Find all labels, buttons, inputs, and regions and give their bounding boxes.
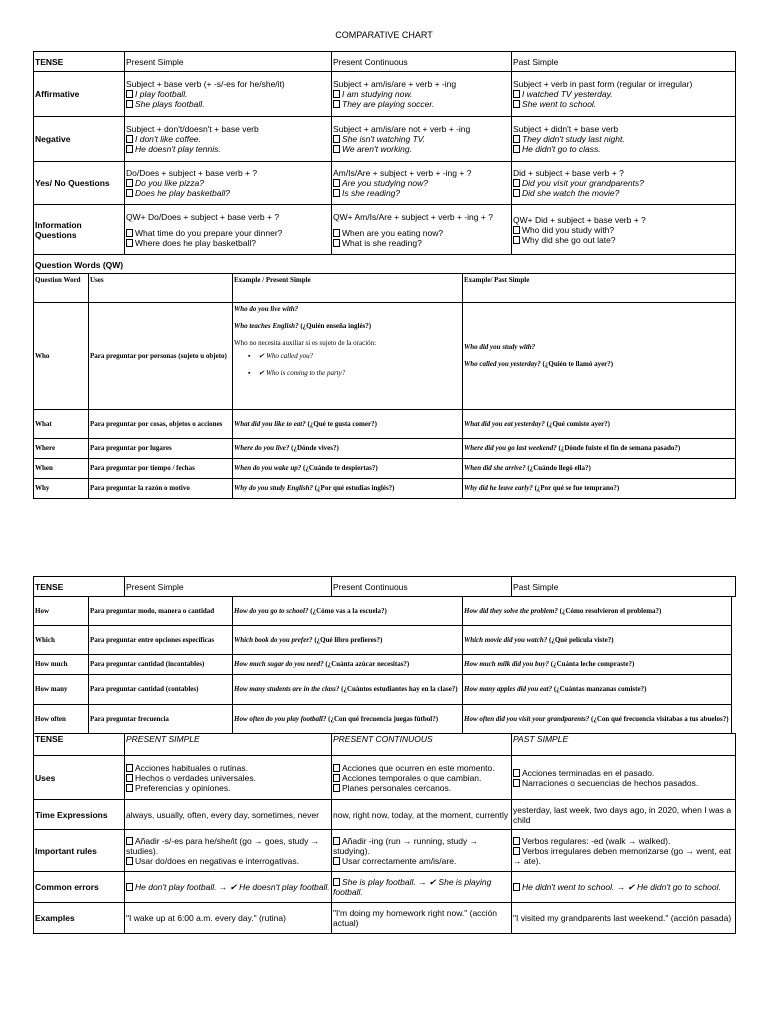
qw-example-past: Why did he leave early? (¿Por qué se fue temprano?)	[463, 479, 736, 499]
qw-use: Para preguntar por personas (sujeto u objeto)	[89, 303, 233, 410]
cell: yesterday, last week, two days ago, in 2020, when I was a child	[512, 800, 736, 830]
table-row	[34, 903, 736, 934]
row-label: Uses	[34, 756, 125, 800]
cell: Am/Is/Are + subject + verb + -ing + ? Are you studying now? Is she reading?	[332, 162, 512, 205]
row-label: Examples	[34, 903, 125, 934]
table-header-row	[34, 734, 736, 756]
cell: Verbos regulares: -ed (walk → walked). Verbos irregulares deben memorizarse (go → went, eat → ate).	[512, 830, 736, 872]
cell: Subject + am/is/are not + verb + -ing She isn't watching TV. We aren't working.	[332, 117, 512, 162]
qw-example-present: Where do you live? (¿Dónde vives?)	[233, 439, 463, 459]
qw-example-present: What did you like to eat? (¿Qué te gusta comer?)	[233, 410, 463, 439]
cell: "I visited my grandparents last weekend." (acción pasada)	[512, 903, 736, 934]
cell: Subject + didn't + base verb They didn't study last night. He didn't go to class.	[512, 117, 736, 162]
qw-section-label: Question Words (QW)	[34, 255, 736, 275]
cell: Subject + verb in past form (regular or irregular) I watched TV yesterday. She went to school.	[512, 72, 736, 117]
summary-table	[33, 733, 736, 934]
table-row	[34, 626, 732, 655]
header-tense: TENSE	[34, 577, 125, 597]
cell: He didn't went to school. → ✔ He didn't go to school.	[512, 872, 736, 903]
cell: Subject + base verb (+ -s/-es for he/she/it) I play football. She plays football.	[125, 72, 332, 117]
qw-label-row	[34, 255, 736, 275]
table-row	[34, 705, 732, 734]
header-example-past: Example/ Past Simple	[463, 274, 736, 303]
table-row	[34, 162, 736, 205]
table-header-row	[34, 577, 736, 597]
table-row	[34, 597, 732, 626]
table-row	[34, 872, 736, 903]
qw-word: How	[34, 597, 89, 626]
qw-word: Why	[34, 479, 89, 499]
cell: QW+ Did + subject + base verb + ? Who did you study with? Why did she go out late?	[512, 205, 736, 255]
table-row	[34, 439, 736, 459]
table-row	[34, 479, 736, 499]
cell: Do/Does + subject + base verb + ? Do you like pizza? Does he play basketball?	[125, 162, 332, 205]
qw-example-past: How much milk did you buy? (¿Cuánta leche compraste?)	[463, 655, 732, 675]
qw-use: Para preguntar por lugares	[89, 439, 233, 459]
header-present-simple: PRESENT SIMPLE	[125, 734, 332, 756]
qw-example-past: Who did you study with? Who called you yesterday? (¿Quién te llamó ayer?)	[463, 303, 736, 410]
qw-use: Para preguntar entre opciones específicas	[89, 626, 233, 655]
qw-example-present: How much sugar do you need? (¿Cuánta azúcar necesitas?)	[233, 655, 463, 675]
qw-word: Who	[34, 303, 89, 410]
qw-word: Which	[34, 626, 89, 655]
qw-word: When	[34, 459, 89, 479]
qw-example-present: Why do you study English? (¿Por qué estudias inglés?)	[233, 479, 463, 499]
qw-example-present: How do you go to school? (¿Cómo vas a la escuela?)	[233, 597, 463, 626]
qw-example-past: Which movie did you watch? (¿Qué película viste?)	[463, 626, 732, 655]
question-words-table	[33, 273, 736, 499]
header-question-word: Question Word	[34, 274, 89, 303]
cell: now, right now, today, at the moment, currently	[332, 800, 512, 830]
cell: Subject + am/is/are + verb + -ing I am studying now. They are playing soccer.	[332, 72, 512, 117]
page2-header-table	[33, 576, 736, 597]
table-row	[34, 303, 736, 410]
cell: QW+ Am/Is/Are + subject + verb + -ing + ? When are you eating now? What is she reading?	[332, 205, 512, 255]
qw-use: Para preguntar cantidad (incontables)	[89, 655, 233, 675]
cell: He don't play football. → ✔ He doesn't play football.	[125, 872, 332, 903]
qw-use: Para preguntar por tiempo / fechas	[89, 459, 233, 479]
table-row	[34, 675, 732, 705]
header-present-continuous: Present Continuous	[332, 577, 512, 597]
header-present-continuous: PRESENT CONTINUOUS	[332, 734, 512, 756]
qw-use: Para preguntar cantidad (contables)	[89, 675, 233, 705]
cell: always, usually, often, every day, sometimes, never	[125, 800, 332, 830]
qw-word: Where	[34, 439, 89, 459]
table-row	[34, 205, 736, 255]
header-uses: Uses	[89, 274, 233, 303]
cell: Acciones terminadas en el pasado. Narraciones o secuencias de hechos pasados.	[512, 756, 736, 800]
row-label: Time Expressions	[34, 800, 125, 830]
row-label: Yes/ No Questions	[34, 162, 125, 205]
table-row	[34, 756, 736, 800]
qw-example-present: Which book do you prefer? (¿Qué libro prefieres?)	[233, 626, 463, 655]
table-row	[34, 800, 736, 830]
qw-example-past: Where did you go last weekend? (¿Dónde fuiste el fin de semana pasado?)	[463, 439, 736, 459]
qw-use: Para preguntar por cosas, objetos o acciones	[89, 410, 233, 439]
qw-word: What	[34, 410, 89, 439]
row-label: Negative	[34, 117, 125, 162]
table-header-row	[34, 52, 736, 72]
qw-example-present: Who do you live with? Who teaches English? (¿Quién enseña inglés?) Who no necesita auxiliar si es sujeto de la oración: ▪ ✔ Who called you? ▪ ✔ Who is coming to the party?	[233, 303, 463, 410]
header-past-simple: Past Simple	[512, 52, 736, 72]
qw-use: Para preguntar la razón o motivo	[89, 479, 233, 499]
qw-example-past: How many apples did you eat? (¿Cuántas manzanas comiste?)	[463, 675, 732, 705]
cell: "I'm doing my homework right now." (acción actual)	[332, 903, 512, 934]
table-row	[34, 72, 736, 117]
header-past-simple: Past Simple	[512, 577, 736, 597]
tense-table	[33, 51, 736, 275]
cell: She is play football. → ✔ She is playing football.	[332, 872, 512, 903]
cell: Añadir -s/-es para he/she/it (go → goes, study → studies). Usar do/does en negativas e interrogativas.	[125, 830, 332, 872]
row-label: Common errors	[34, 872, 125, 903]
cell: Acciones que ocurren en este momento. Acciones temporales o que cambian. Planes personales cercanos.	[332, 756, 512, 800]
qw-use: Para preguntar frecuencia	[89, 705, 233, 734]
question-words-table-2	[33, 596, 732, 734]
table-row	[34, 459, 736, 479]
table-row	[34, 410, 736, 439]
qw-example-past: When did she arrive? (¿Cuándo llegó ella?)	[463, 459, 736, 479]
cell: Acciones habituales o rutinas. Hechos o verdades universales. Preferencias y opiniones.	[125, 756, 332, 800]
qw-word: How many	[34, 675, 89, 705]
cell: QW+ Do/Does + subject + base verb + ? What time do you prepare your dinner? Where does he play basketball?	[125, 205, 332, 255]
row-label: Information Questions	[34, 205, 125, 255]
page-title: COMPARATIVE CHART	[335, 30, 433, 40]
qw-example-present: How many students are in the class? (¿Cuántos estudiantes hay en la clase?)	[233, 675, 463, 705]
table-row	[34, 830, 736, 872]
table-row	[34, 117, 736, 162]
header-tense: TENSE	[34, 734, 125, 756]
qw-example-past: What did you eat yesterday? (¿Qué comiste ayer?)	[463, 410, 736, 439]
cell: "I wake up at 6:00 a.m. every day." (rutina)	[125, 903, 332, 934]
qw-example-present: When do you wake up? (¿Cuándo te despiertas?)	[233, 459, 463, 479]
header-present-simple: Present Simple	[125, 52, 332, 72]
qw-word: How much	[34, 655, 89, 675]
header-tense: TENSE	[34, 52, 125, 72]
table-row	[34, 655, 732, 675]
row-label: Affirmative	[34, 72, 125, 117]
cell: Añadir -ing (run → running, study → studying). Usar correctamente am/is/are.	[332, 830, 512, 872]
qw-example-past: How often did you visit your grandparents? (¿Con qué frecuencia visitabas a tus abuelos?)	[463, 705, 732, 734]
header-past-simple: PAST SIMPLE	[512, 734, 736, 756]
qw-word: How often	[34, 705, 89, 734]
qw-use: Para preguntar modo, manera o cantidad	[89, 597, 233, 626]
cell: Subject + don't/doesn't + base verb I don't like coffee. He doesn't play tennis.	[125, 117, 332, 162]
header-present-simple: Present Simple	[125, 577, 332, 597]
row-label: Important rules	[34, 830, 125, 872]
table-header-row	[34, 274, 736, 303]
qw-example-past: How did they solve the problem? (¿Cómo resolvieron el problema?)	[463, 597, 732, 626]
header-example-present: Example / Present Simple	[233, 274, 463, 303]
header-present-continuous: Present Continuous	[332, 52, 512, 72]
qw-example-present: How often do you play football? (¿Con qué frecuencia juegas fútbol?)	[233, 705, 463, 734]
cell: Did + subject + base verb + ? Did you visit your grandparents? Did she watch the movie?	[512, 162, 736, 205]
